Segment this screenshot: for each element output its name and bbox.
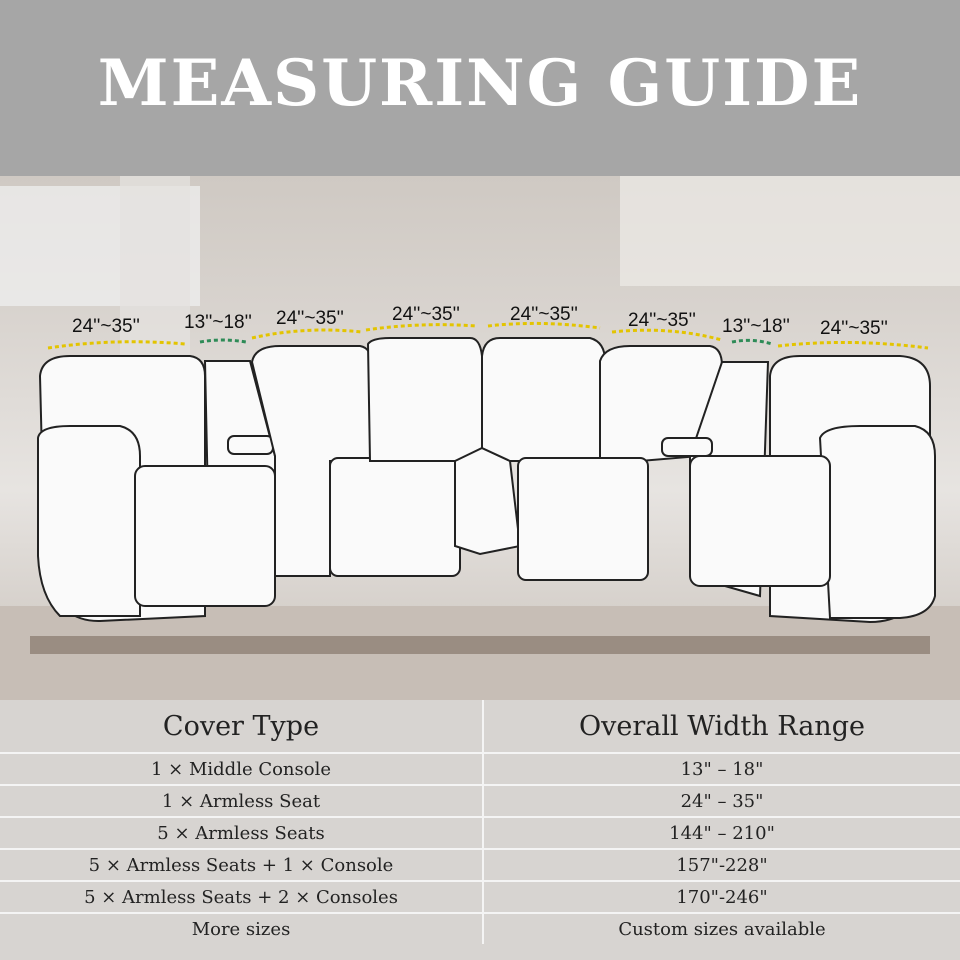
dim-line (48, 342, 185, 348)
right-seat-cushion (690, 456, 830, 586)
left-arm (38, 426, 140, 616)
dimension-label: 24''~35'' (72, 316, 140, 337)
dimension-label: 13''~18'' (184, 312, 252, 333)
table-row (0, 817, 960, 849)
table-row (0, 785, 960, 817)
table-cell: 157"-228" (483, 849, 960, 881)
header-banner (0, 0, 960, 176)
table-cell: 24" – 35" (483, 785, 960, 817)
table-cell: 5 × Armless Seats + 2 × Consoles (0, 881, 483, 913)
dimension-label: 24''~35'' (276, 308, 344, 329)
table-row (0, 881, 960, 913)
dim-line (200, 340, 246, 342)
seat-3 (368, 338, 482, 466)
dimension-label: 13''~18'' (722, 316, 790, 337)
table-row (0, 849, 960, 881)
table-cell: More sizes (0, 913, 483, 944)
sofa-scene (0, 176, 960, 700)
size-table (0, 700, 960, 944)
dim-line (778, 342, 928, 348)
right-console-cupholder (662, 438, 712, 456)
table-row (0, 753, 960, 785)
table-cell: 1 × Armless Seat (0, 785, 483, 817)
table-cell: 13" – 18" (483, 753, 960, 785)
seat-4 (482, 338, 605, 461)
table-cell: 5 × Armless Seats + 1 × Console (0, 849, 483, 881)
table-cell: Custom sizes available (483, 913, 960, 944)
dim-line (252, 330, 362, 338)
page-title: MEASURING GUIDE (97, 45, 863, 121)
column-header: Cover Type (0, 700, 483, 753)
table-cell: 1 × Middle Console (0, 753, 483, 785)
dimension-label: 24''~35'' (392, 304, 460, 325)
seat-2-cushion (330, 458, 460, 576)
table-cell: 170"-246" (483, 881, 960, 913)
dimension-label: 24''~35'' (628, 310, 696, 331)
left-console-cupholder (228, 436, 273, 454)
size-table-panel (0, 700, 960, 960)
corner-seat (455, 448, 520, 554)
dimension-label: 24''~35'' (510, 304, 578, 325)
column-header: Overall Width Range (483, 700, 960, 753)
table-row (0, 913, 960, 944)
table-cell: 144" – 210" (483, 817, 960, 849)
table-cell: 5 × Armless Seats (0, 817, 483, 849)
seat-5-cushion (518, 458, 648, 580)
right-arm (820, 426, 935, 618)
sectional-sofa (0, 176, 960, 700)
dimension-label: 24''~35'' (820, 318, 888, 339)
left-seat-cushion (135, 466, 275, 606)
dim-line (732, 340, 772, 344)
table-header-row (0, 700, 960, 753)
